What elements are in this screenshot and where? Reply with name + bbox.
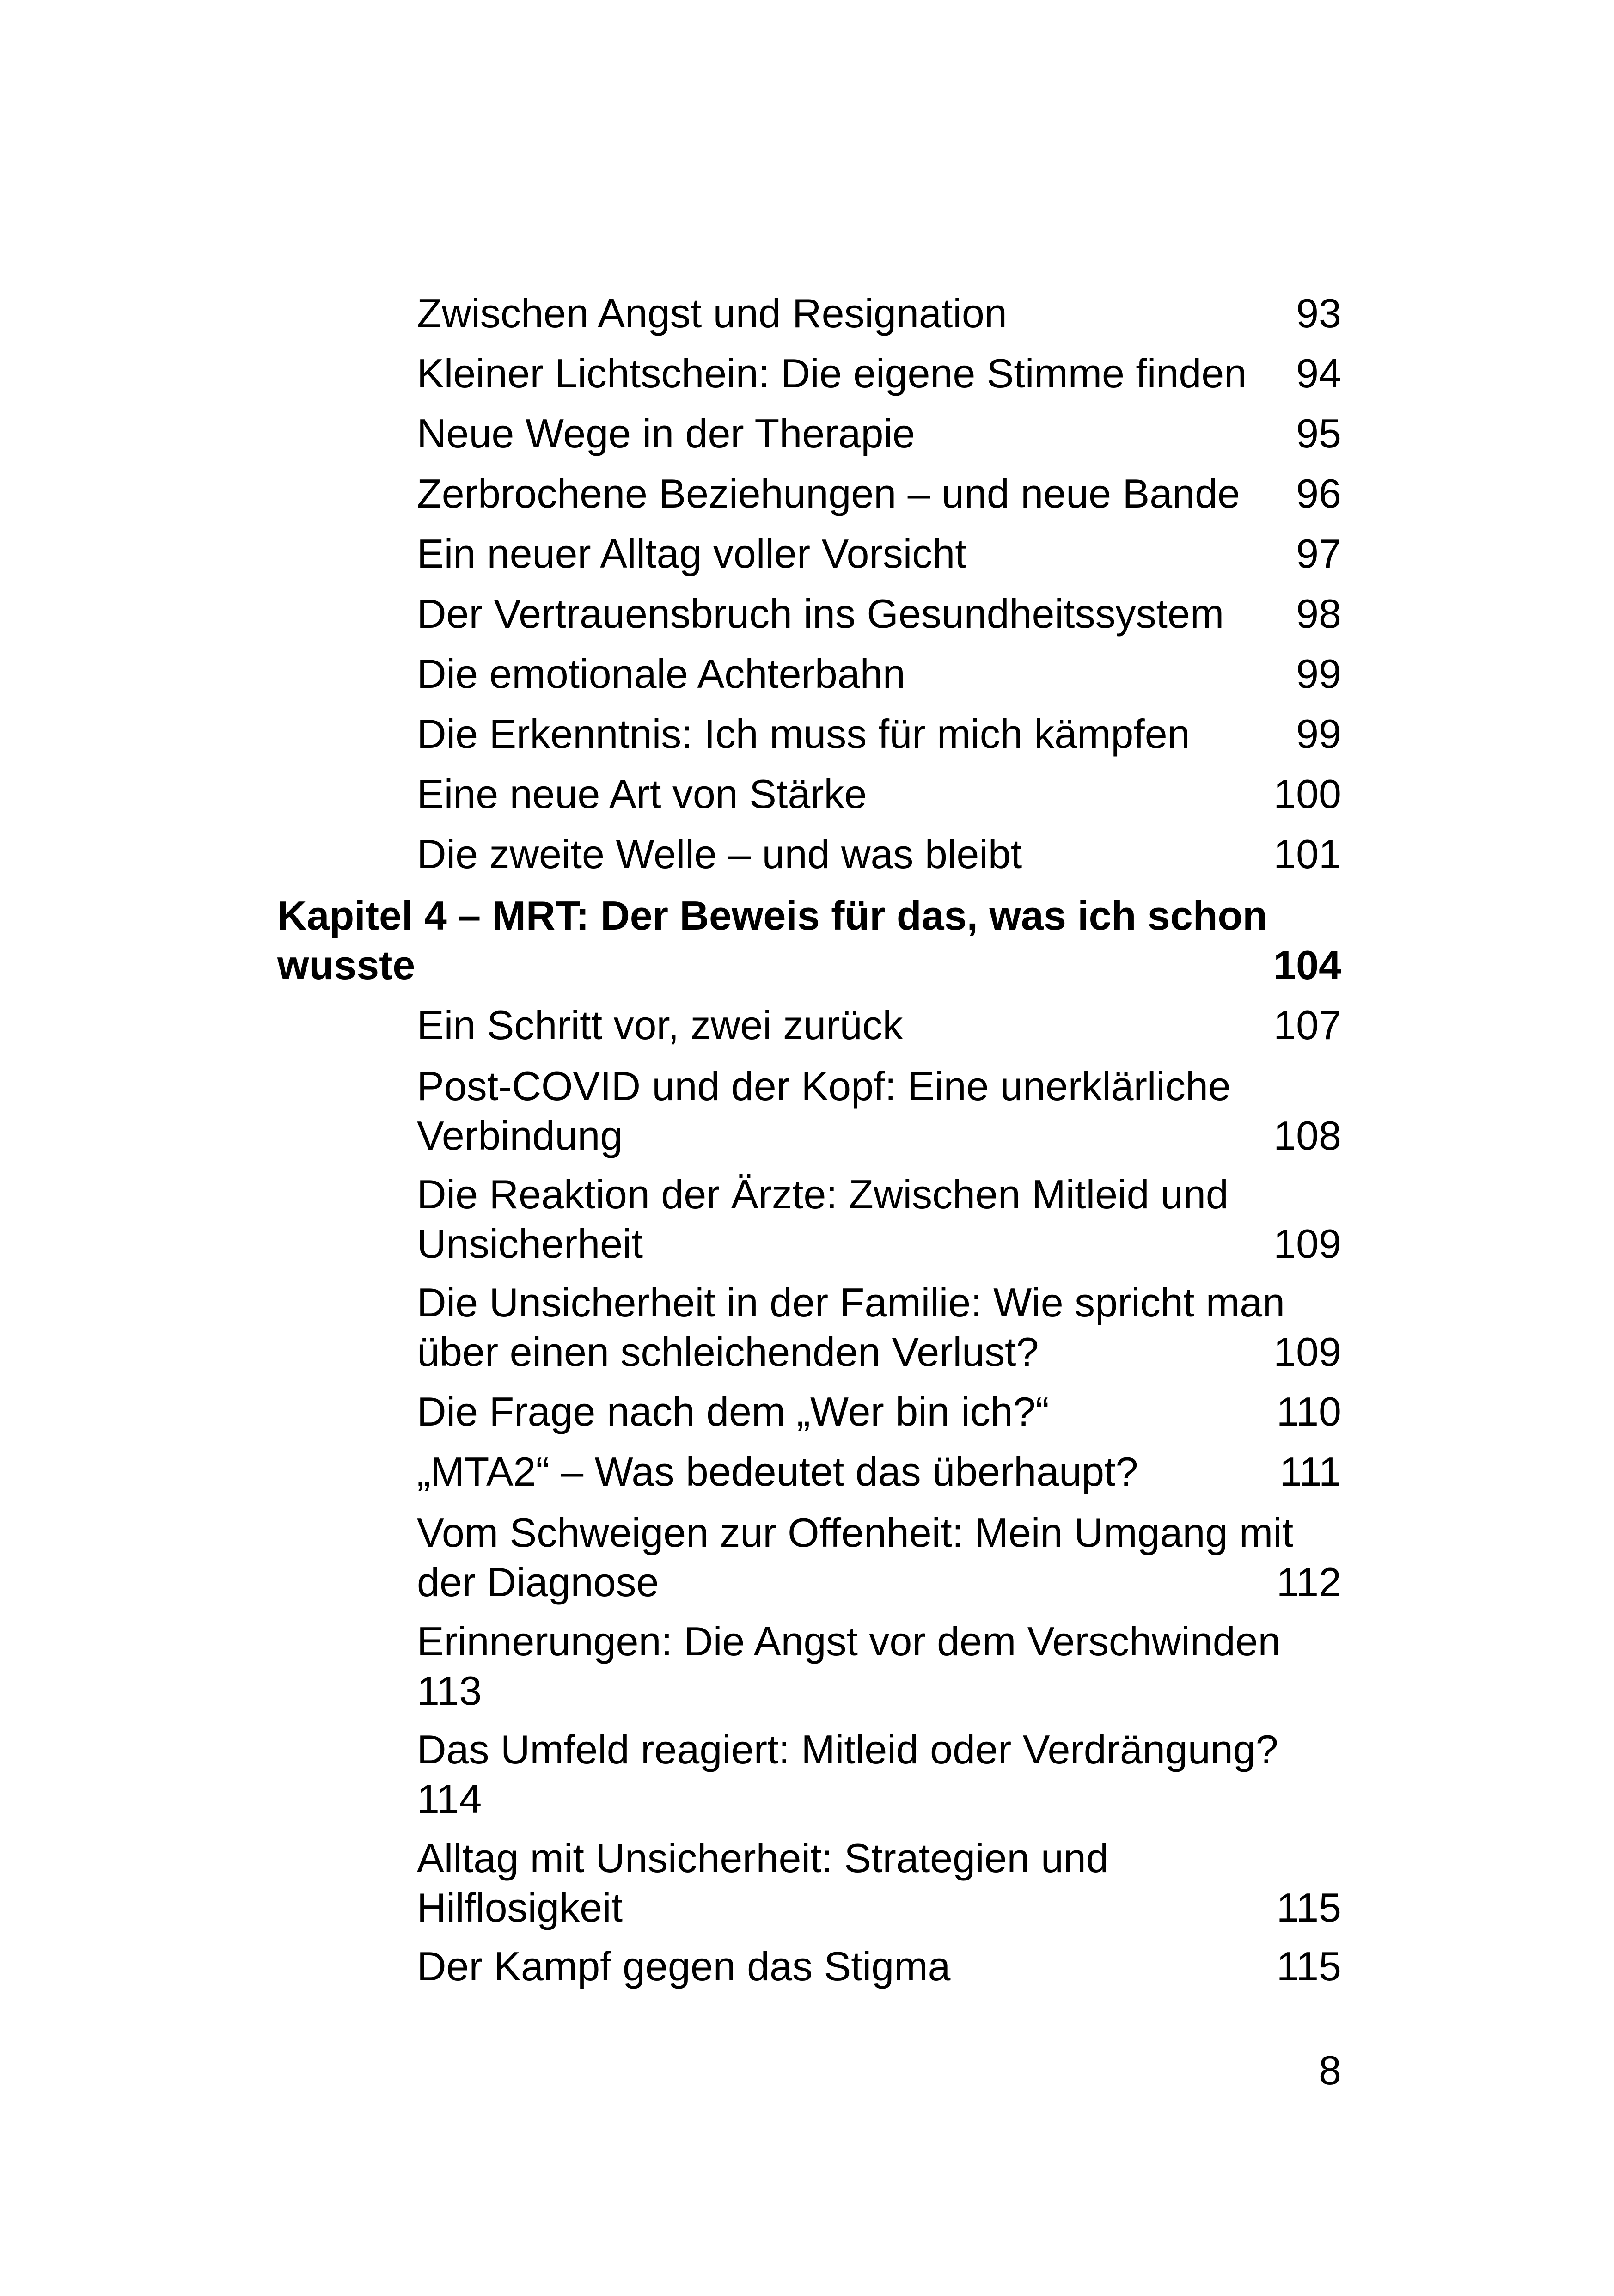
toc-entry-title-line2: Unsicherheit [417,1221,643,1267]
chapter-title-line1: Kapitel 4 – MRT: Der Beweis für das, was ich schon [277,893,1267,938]
toc-entry [417,1387,1341,1436]
toc-entry [417,469,1341,518]
toc-entry-page: 111 [1279,1449,1341,1494]
toc-entry-title: Die Erkenntnis: Ich muss für mich kämpfen [417,711,1190,757]
toc-entry-page: 101 [1273,831,1341,877]
toc-entry-page: 108 [1273,1113,1341,1158]
toc-entry-title: „MTA2“ – Was bedeutet das überhaupt? [417,1449,1138,1494]
toc-entry [417,1000,1341,1050]
toc-entry-page: 109 [1273,1329,1341,1375]
toc-entry-title: Die zweite Welle – und was bleibt [417,831,1022,877]
toc-entry-page: 115 [1276,1943,1341,1989]
toc-entry-page: 93 [1296,290,1341,336]
toc-entry-page: 112 [1276,1559,1341,1605]
toc-entry-page: 97 [1296,531,1341,576]
toc-entry [417,409,1341,458]
toc-entry-page: 99 [1296,651,1341,697]
toc-entry-title-line2: 114 [417,1776,482,1822]
toc-entry [417,1169,1341,1268]
toc-entry [417,1833,1341,1932]
toc-entry-page: 95 [1296,410,1341,456]
toc-entry [417,829,1341,879]
toc-entry-page: 109 [1273,1221,1341,1267]
toc-entry-title-line1: Die Reaktion der Ärzte: Zwischen Mitleid und [417,1171,1229,1217]
toc-entry-page: 98 [1296,591,1341,637]
toc-entry-page: 115 [1276,1885,1341,1930]
chapter-title-line2: wusste [277,942,416,988]
toc-entry-title: Neue Wege in der Therapie [417,410,915,456]
toc-entry [417,1508,1341,1607]
toc-entry [417,529,1341,578]
toc-entry-title: Die emotionale Achterbahn [417,651,905,697]
toc-entry-title-line1: Alltag mit Unsicherheit: Strategien und [417,1835,1109,1881]
toc-entry [417,1941,1341,1991]
toc-entry-page: 94 [1296,350,1341,396]
toc-entry-title: Kleiner Lichtschein: Die eigene Stimme finden [417,350,1247,396]
toc-entry-page: 100 [1273,771,1341,817]
toc-entry-title-line1: Erinnerungen: Die Angst vor dem Verschwinden [417,1618,1281,1664]
toc-entry-title: Die Frage nach dem „Wer bin ich?“ [417,1389,1049,1434]
toc-entry [417,1278,1341,1377]
toc-entry-page: 107 [1273,1002,1341,1048]
toc-entry-title-line2: Hilflosigkeit [417,1885,623,1930]
toc-entry [417,1447,1341,1496]
toc-entry [417,649,1341,698]
toc-entry [417,589,1341,638]
toc-entry-title: Ein Schritt vor, zwei zurück [417,1002,903,1048]
toc-entry-title-line2: 113 [417,1668,482,1714]
toc-entry-title-line2: über einen schleichenden Verlust? [417,1329,1039,1375]
toc-entry-title: Ein neuer Alltag voller Vorsicht [417,531,966,576]
toc-entry-title: Der Vertrauensbruch ins Gesundheitssystem [417,591,1224,637]
toc-entry [417,349,1341,398]
toc-entry [417,1061,1341,1160]
toc-entry-title-line2: Verbindung [417,1113,623,1158]
toc-entry-title: Eine neue Art von Stärke [417,771,867,817]
toc-chapter-heading [277,891,1341,990]
toc-entry [417,1725,1341,1824]
toc-entry [417,1616,1341,1715]
toc-entry-title: Zerbrochene Beziehungen – und neue Bande [417,471,1240,516]
toc-entry-title: Zwischen Angst und Resignation [417,290,1007,336]
toc-entry-title: Der Kampf gegen das Stigma [417,1943,951,1989]
toc-entry-page: 110 [1276,1389,1341,1434]
toc-entry [417,769,1341,819]
toc-entry [417,288,1341,338]
toc-entry-title-line2: der Diagnose [417,1559,659,1605]
toc-entry-title-line1: Das Umfeld reagiert: Mitleid oder Verdrängung? [417,1727,1278,1772]
chapter-page: 104 [1273,942,1341,988]
toc-entry-title-line1: Die Unsicherheit in der Familie: Wie spricht man [417,1280,1285,1325]
toc-entry-page: 96 [1296,471,1341,516]
toc-entry-page: 99 [1296,711,1341,757]
toc-entry-title-line1: Post-COVID und der Kopf: Eine unerklärliche [417,1063,1231,1109]
toc-entry-title-line1: Vom Schweigen zur Offenheit: Mein Umgang mit [417,1510,1294,1555]
page-number: 8 [1319,2047,1341,2093]
toc-entry [417,709,1341,759]
